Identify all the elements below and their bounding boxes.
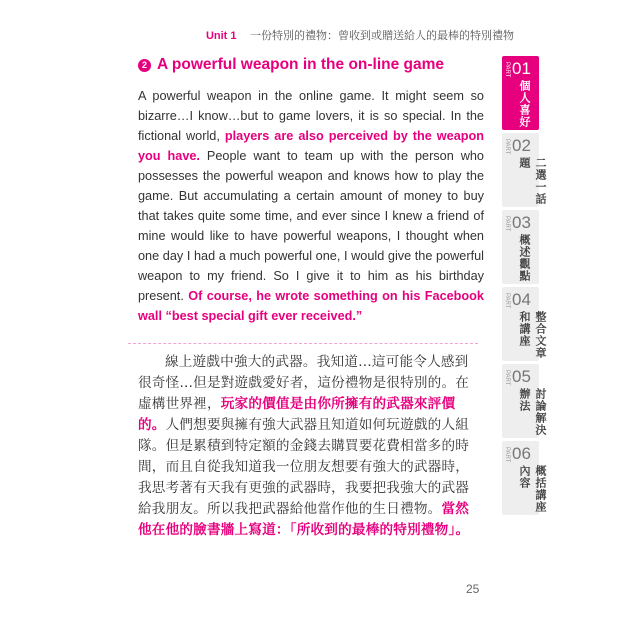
- tab-number: 01: [512, 59, 531, 78]
- tab-part-06[interactable]: [502, 441, 547, 515]
- chinese-text-1: 線上遊戲中強大的武器。我知道…這可能令人感到很奇怪…但是對遊戲愛好者，這份禮物是很特別的。在虛構世界裡，: [138, 354, 470, 412]
- tab-title: 個人喜好: [518, 80, 531, 128]
- tab-title: 概述觀點: [518, 234, 531, 282]
- chinese-highlight-1: 玩家的價值是由你所擁有的武器來評價的。: [138, 396, 456, 433]
- section-number-badge: 2: [138, 59, 151, 72]
- english-highlight-1: players are also perceived by the weapon you have.: [138, 129, 484, 163]
- tab-number: 04: [512, 290, 531, 309]
- section-title: A powerful weapon in the on-line game: [157, 56, 445, 73]
- unit-title: 一份特別的禮物：曾收到或贈送給人的最棒的特別禮物: [250, 29, 514, 42]
- english-text-1: A powerful weapon in the online game. It might seem so bizarre…I know…but to game lovers, it is so special. In the fictional world,: [138, 89, 484, 143]
- tab-title: 概括講座內容: [518, 465, 547, 513]
- tab-number: 03: [512, 213, 531, 232]
- tab-part-label: PART: [504, 370, 510, 386]
- english-text-2: People want to team up with the person who possesses the powerful weapon and knows how to play the game. But accumulating a certain amount of money to buy that takes quite some time, and ever since I knew a friend of mine would like to have powerful weapons, I thought when one day I had a much powerful one, I would give the powerful weapon to my friend. So I give it to him as his birthday present.: [138, 149, 484, 303]
- tab-number: 06: [512, 444, 531, 463]
- tab-part-05[interactable]: [502, 364, 547, 438]
- tab-number: 02: [512, 136, 531, 155]
- section-divider: [128, 343, 478, 344]
- tab-number: 05: [512, 367, 531, 386]
- chinese-highlight-2: 當然他在他的臉書牆上寫道：「所收到的最棒的特別禮物」。: [138, 501, 470, 538]
- tab-part-label: PART: [504, 139, 510, 155]
- tab-title: 二選一話題: [518, 157, 547, 205]
- tab-part-label: PART: [504, 216, 510, 232]
- chinese-text-2: 人們想要與擁有強大武器且知道如何玩遊戲的人組隊。但是累積到特定額的金錢去購買要花費相當多的時間，而且自從我知道我一位朋友想要有強大的武器時，我思考著有天我有更強的武器時，我要把我強大的武器給我朋友。所以我把武器給他當作他的生日禮物。: [138, 417, 470, 517]
- tab-part-label: PART: [504, 447, 510, 463]
- page-number: 25: [466, 582, 480, 596]
- tab-part-04[interactable]: [502, 287, 547, 361]
- section-heading: [138, 56, 444, 74]
- chinese-translation: [138, 352, 482, 541]
- tab-title: 討論解決辦法: [518, 388, 547, 436]
- unit-label: Unit 1: [205, 30, 237, 42]
- english-passage: [138, 86, 484, 326]
- tab-part-01[interactable]: [502, 56, 539, 130]
- tab-part-02[interactable]: [502, 133, 547, 207]
- tab-part-label: PART: [504, 293, 510, 309]
- tab-part-label: PART: [504, 62, 510, 78]
- running-header: [206, 27, 514, 43]
- tab-part-03[interactable]: [502, 210, 539, 284]
- tab-title: 整合文章和講座: [518, 311, 547, 359]
- english-highlight-2: Of course, he wrote something on his Facebook wall “best special gift ever received.”: [138, 289, 484, 323]
- chapter-tabs: [502, 56, 547, 518]
